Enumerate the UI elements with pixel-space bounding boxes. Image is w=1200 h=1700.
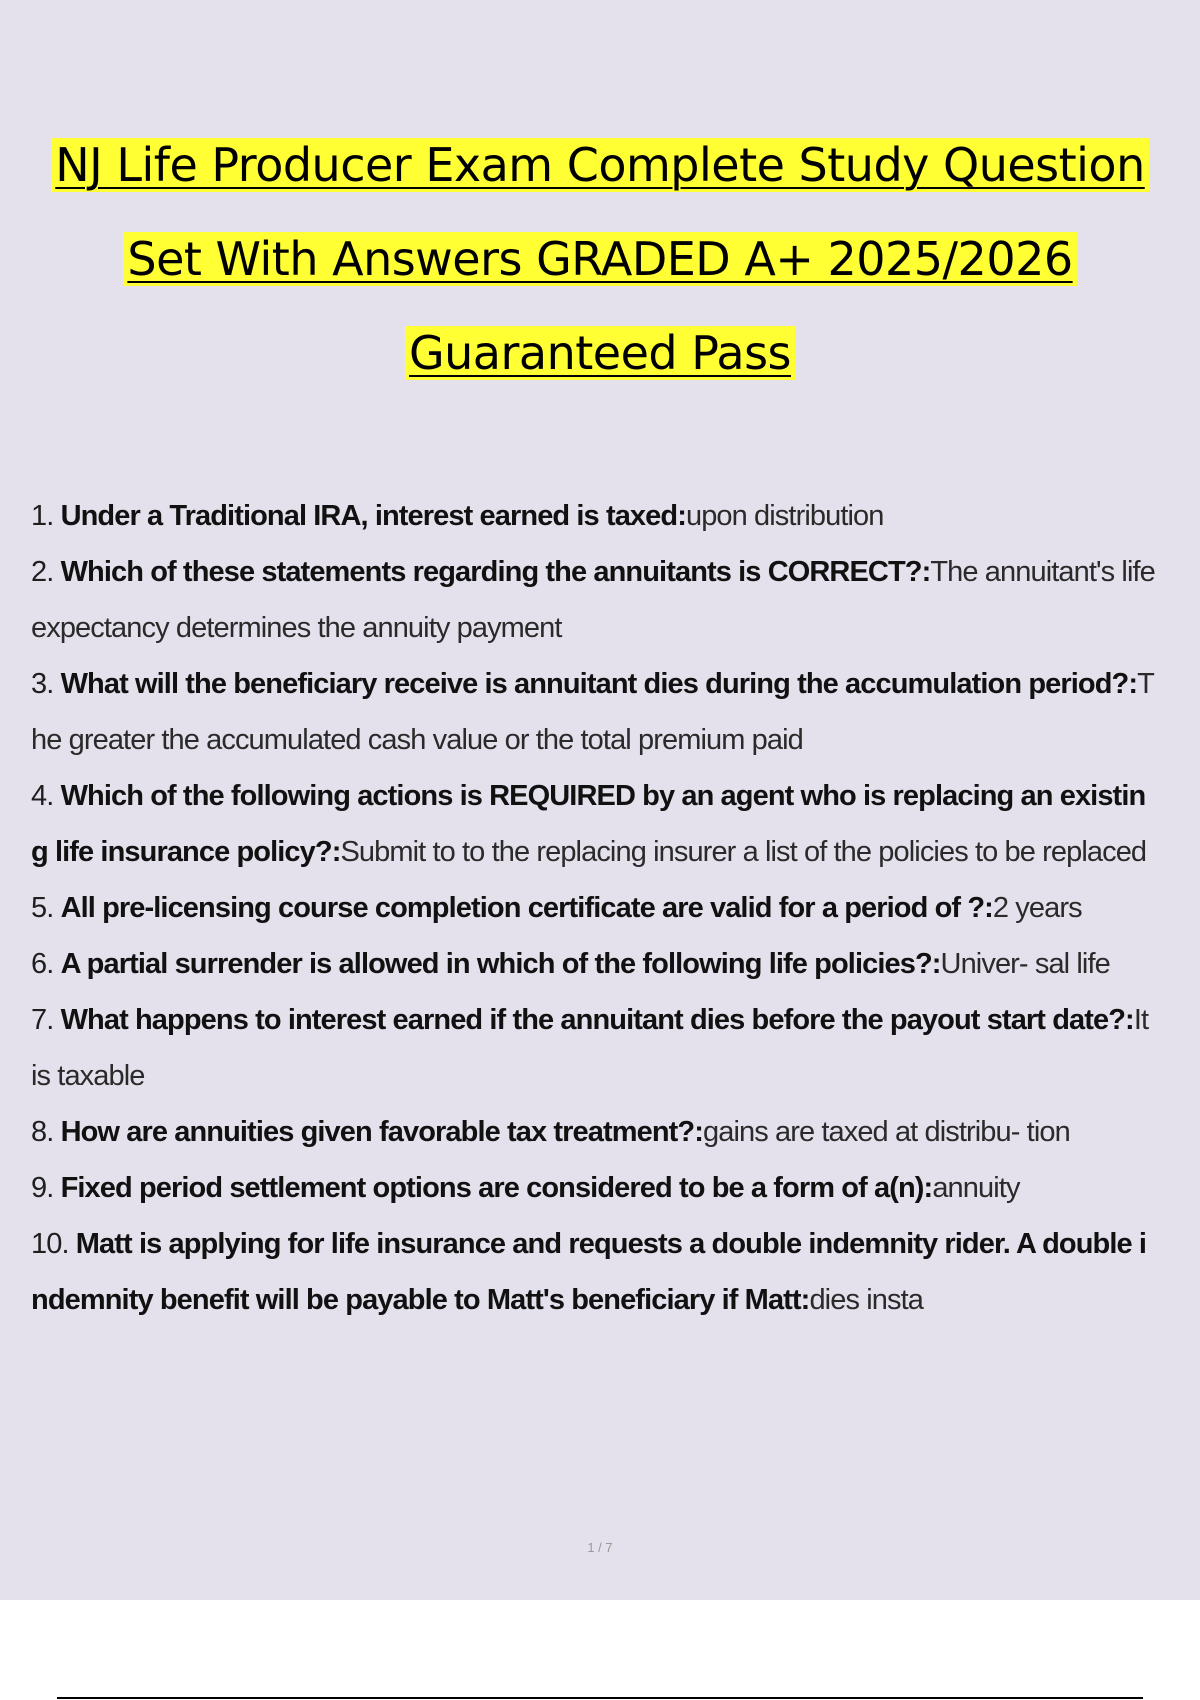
page-divider xyxy=(57,1697,1143,1699)
title-line-3: Guaranteed Pass xyxy=(405,326,795,380)
question-list xyxy=(0,488,1160,1328)
question-number: 3. xyxy=(31,668,54,700)
answer-text: The annuitant's life expectancy determines the annuity payment xyxy=(31,556,1155,644)
question-number: 8. xyxy=(31,1116,54,1148)
question-number: 10. xyxy=(31,1228,69,1260)
question-text: Which of the following actions is REQUIRED by an agent who is replacing an existing life insurance policy?: xyxy=(31,780,1146,868)
answer-text: Submit to to the replacing insurer a list of the policies to be replaced xyxy=(340,836,1147,868)
answer-text: 2 years xyxy=(992,892,1082,924)
question-number: 9. xyxy=(31,1172,54,1204)
answer-text: upon distribution xyxy=(685,500,884,532)
answer-text: The greater the accumulated cash value or the total premium paid xyxy=(31,668,1154,756)
question-text: All pre-licensing course completion certificate are valid for a period of ?: xyxy=(60,892,993,924)
answer-text: gains are taxed at distribu- tion xyxy=(702,1116,1070,1148)
question-item-7 xyxy=(31,992,1160,1104)
question-text: How are annuities given favorable tax treatment?: xyxy=(60,1116,703,1148)
question-item-4 xyxy=(31,768,1160,880)
answer-text: dies insta xyxy=(809,1284,923,1316)
question-text: Under a Traditional IRA, interest earned is taxed: xyxy=(60,500,686,532)
question-text: Fixed period settlement options are considered to be a form of a(n): xyxy=(60,1172,933,1204)
question-text: What happens to interest earned if the annuitant dies before the payout start date?: xyxy=(60,1004,1134,1036)
page-number: 1 / 7 xyxy=(587,1540,613,1555)
title-line-2: Set With Answers GRADED A+ 2025/2026 xyxy=(123,232,1076,286)
question-number: 6. xyxy=(31,948,54,980)
question-item-6 xyxy=(31,936,1160,992)
question-text: A partial surrender is allowed in which of the following life policies?: xyxy=(60,948,941,980)
question-text: What will the beneficiary receive is annuitant dies during the accumulation period?: xyxy=(60,668,1138,700)
question-number: 1. xyxy=(31,500,54,532)
question-number: 7. xyxy=(31,1004,54,1036)
document-title xyxy=(0,118,1200,400)
question-item-5 xyxy=(31,880,1160,936)
title-line-1: NJ Life Producer Exam Complete Study Question xyxy=(51,138,1148,192)
question-number: 5. xyxy=(31,892,54,924)
question-number: 4. xyxy=(31,780,54,812)
answer-text: annuity xyxy=(932,1172,1020,1204)
answer-text: Univer- sal life xyxy=(940,948,1110,980)
question-item-3 xyxy=(31,656,1160,768)
question-text: Which of these statements regarding the annuitants is CORRECT?: xyxy=(60,556,931,588)
answer-text: It is taxable xyxy=(31,1004,1149,1092)
question-number: 2. xyxy=(31,556,54,588)
question-item-9 xyxy=(31,1160,1160,1216)
question-item-1 xyxy=(31,488,1160,544)
question-item-8 xyxy=(31,1104,1160,1160)
question-text: Matt is applying for life insurance and requests a double indemnity rider. A double indemnity benefit will be payable to Matt's beneficiary if Matt: xyxy=(31,1228,1147,1316)
question-item-2 xyxy=(31,544,1160,656)
question-item-10 xyxy=(31,1216,1160,1328)
